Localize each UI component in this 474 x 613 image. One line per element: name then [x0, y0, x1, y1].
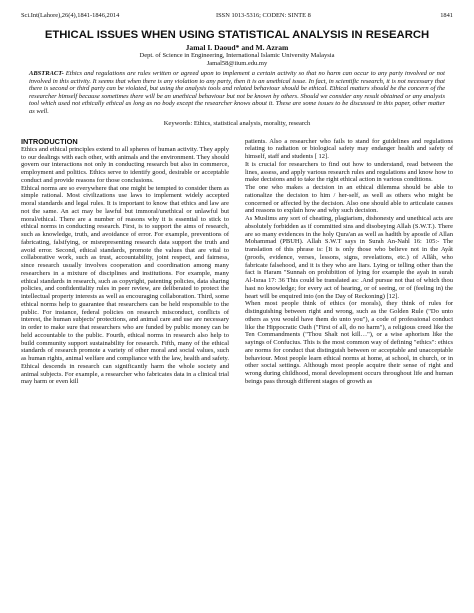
affiliation: Dept. of Science in Engineering, International Islamic University Malaysia [139, 52, 335, 59]
paragraph: Ethics and ethical principles extend to all spheres of human activity. They apply to our dealings with each other, with animals and the environment. They should govern our interactions not only in conducting research but also in commerce, employment and politics. Ethics serve to identify good, desirable or acceptable conduct and provide reasons for those conclusions. [21, 145, 229, 184]
abstract [29, 70, 445, 116]
page-number: 1841 [440, 12, 453, 19]
left-column [21, 138, 229, 387]
keywords: Keywords: Ethics, statistical analysis, morality, research [163, 119, 311, 127]
abstract-label: ABSTRACT- [29, 70, 64, 77]
paragraph: The one who makes a decision in an ethical dilemma should be able to rationalize the decision to him / her-self, as well as others who might be concerned or affected by the decision. Also one should able to articulate causes and reasons to explain how and why such decision. [245, 184, 453, 215]
paragraph: When most people think of ethics (or morals), they think of rules for distinguishing between right and wrong, such as the Golden Rule ("Do unto others as you would have them do unto you"), a code of professional conduct like the Hippocratic Oath ("First of all, do no harm"), a religious creed like the Ten Commandments ("Thou Shalt not kill…"), or a wise aphorism like the sayings of Confucius. This is the most common way of defining "ethics": ethics are norms for conduct that distinguish between or acceptable and unacceptable behaviour. Most people learn ethical norms at home, at school, in church, or in other social settings. Although most people acquire their sense of right and wrong during childhood, moral development occurs throughout life and human beings pass through different stages of growth as [245, 300, 453, 385]
author-list: Jamal I. Daoud* and M. Azram [185, 43, 289, 52]
issn-coden: ISSN 1013-5316; CODEN: SINTE 8 [216, 12, 311, 19]
right-column [245, 138, 453, 387]
body-columns [21, 138, 453, 387]
abstract-text: Ethics and regulations are rules written or agreed upon to implement a certain activity so that no harm can occur to any party involved or not involved in this activity. It seems that when there is any violation to any party, then it is an unethical issue. In fact, in scientific research, it is not necessary that there is second or third party can be violated, but using the analysis tools and related behaviour should be ethical. Ethical matters should be the concern of the researcher himself because sometimes there will be an unethical behaviour but not be known by others. Should we consider any result obtained or any analysis tool which used not ethically ethical as long as no body except the researcher knows about it. These are some issues to be discussed in this paper, other matter as well. [29, 70, 445, 115]
running-header [21, 10, 453, 24]
paper-title: ETHICAL ISSUES WHEN USING STATISTICAL ANALYSIS IN RESEARCH [44, 29, 430, 41]
author-email: Jamal58@iium.edu.my [206, 60, 268, 67]
paragraph: Ethical norms are so everywhere that one might be tempted to consider them as simple rational. Most civilizations use laws to implement widely accepted moral standards and legal rules. It is important to know that ethics and law are not the same. An act may be lawful but immoral/unethical or unlawful but moral/ethical. There are a number of reasons why it is essential to stick to ethical norms in conducting research. First, is to support the aims of research, such as knowledge, truth, and avoidance of error. For example, preventions of fabricating, falsifying, or misrepresenting research data support the truth and avoid error. Second, ethical standards, promote the values that are vital to collaborative work, such as trust, accountability, joint respect, and fairness, since research usually involves cooperation and coordination among many researchers in a mixture of disciplines and institutions. For example, many ethical standards in research, such as copyright, patenting policies, data sharing policies, and confidentiality rules in peer review, are deliberated to protect the intellectual property interests as well as encouraging collaboration. Third, some ethical norms help to guarantee that researchers can be held responsible to the public. For instance, federal policies on research misconduct, conflicts of interest, the human subjects' protections, and animal care and use are necessary in order to make sure that researchers who are funded by public money can be held accountable to the public. Fourth, ethical norms in research also help to build community support sustainability for research. Fifth, many of the ethical standards of research promote a variety of other moral and social values, such as human rights, animal welfare and compliance with the law, health and safety. Ethical descends in research can significantly harm the whole society and animal subjects. For example, a researcher who fabricates data in a clinical trial may harm or even kill [21, 184, 229, 386]
section-heading-introduction: INTRODUCTION [21, 136, 78, 146]
paragraph: It is crucial for researchers to find out how to understand, read between the lines, assess, and apply various research rules and regulations and know how to make decisions and to take the right ethical action in various conditions. [245, 160, 453, 184]
journal-citation: Sci.Int(Lahore),26(4),1841-1846,2014 [21, 12, 120, 19]
paragraph: As Muslims any sort of cheating, plagiarism, dishonesty and unethical acts are absolutely forbidden as if committed sins and disobeying Allah (S.W.T.). There are so many evidences in the holy Qura'an as well as hadith by apostle of Allan Mohammad (PBUH). Allah S.W.T says in Surah An-Nahl 16: 105:- The translation of this phrase is: [It is only those who believe not in the Ayât (proofs, evidence, verses, lessons, signs, revelations, etc.) of Allâh, who fabricate falsehood, and it is they who are liars. Lying or telling other than the fact is Haram "Sunnah on prohibition of lying for example the ayah in surah Al-Israa 17: 36 This could be translated as: .And pursue not that of which thou hast no knowledge; for every act of hearing, or of seeing, or of (feeling in) the heart will be enquired into (on the Day of Reckoning) [12]. [245, 215, 453, 300]
paragraph: patients. Also a researcher who fails to stand for guidelines and regulations relating to radiation or biological safety may endanger health and safety of himself, staff and students [ 12]. [245, 137, 453, 161]
